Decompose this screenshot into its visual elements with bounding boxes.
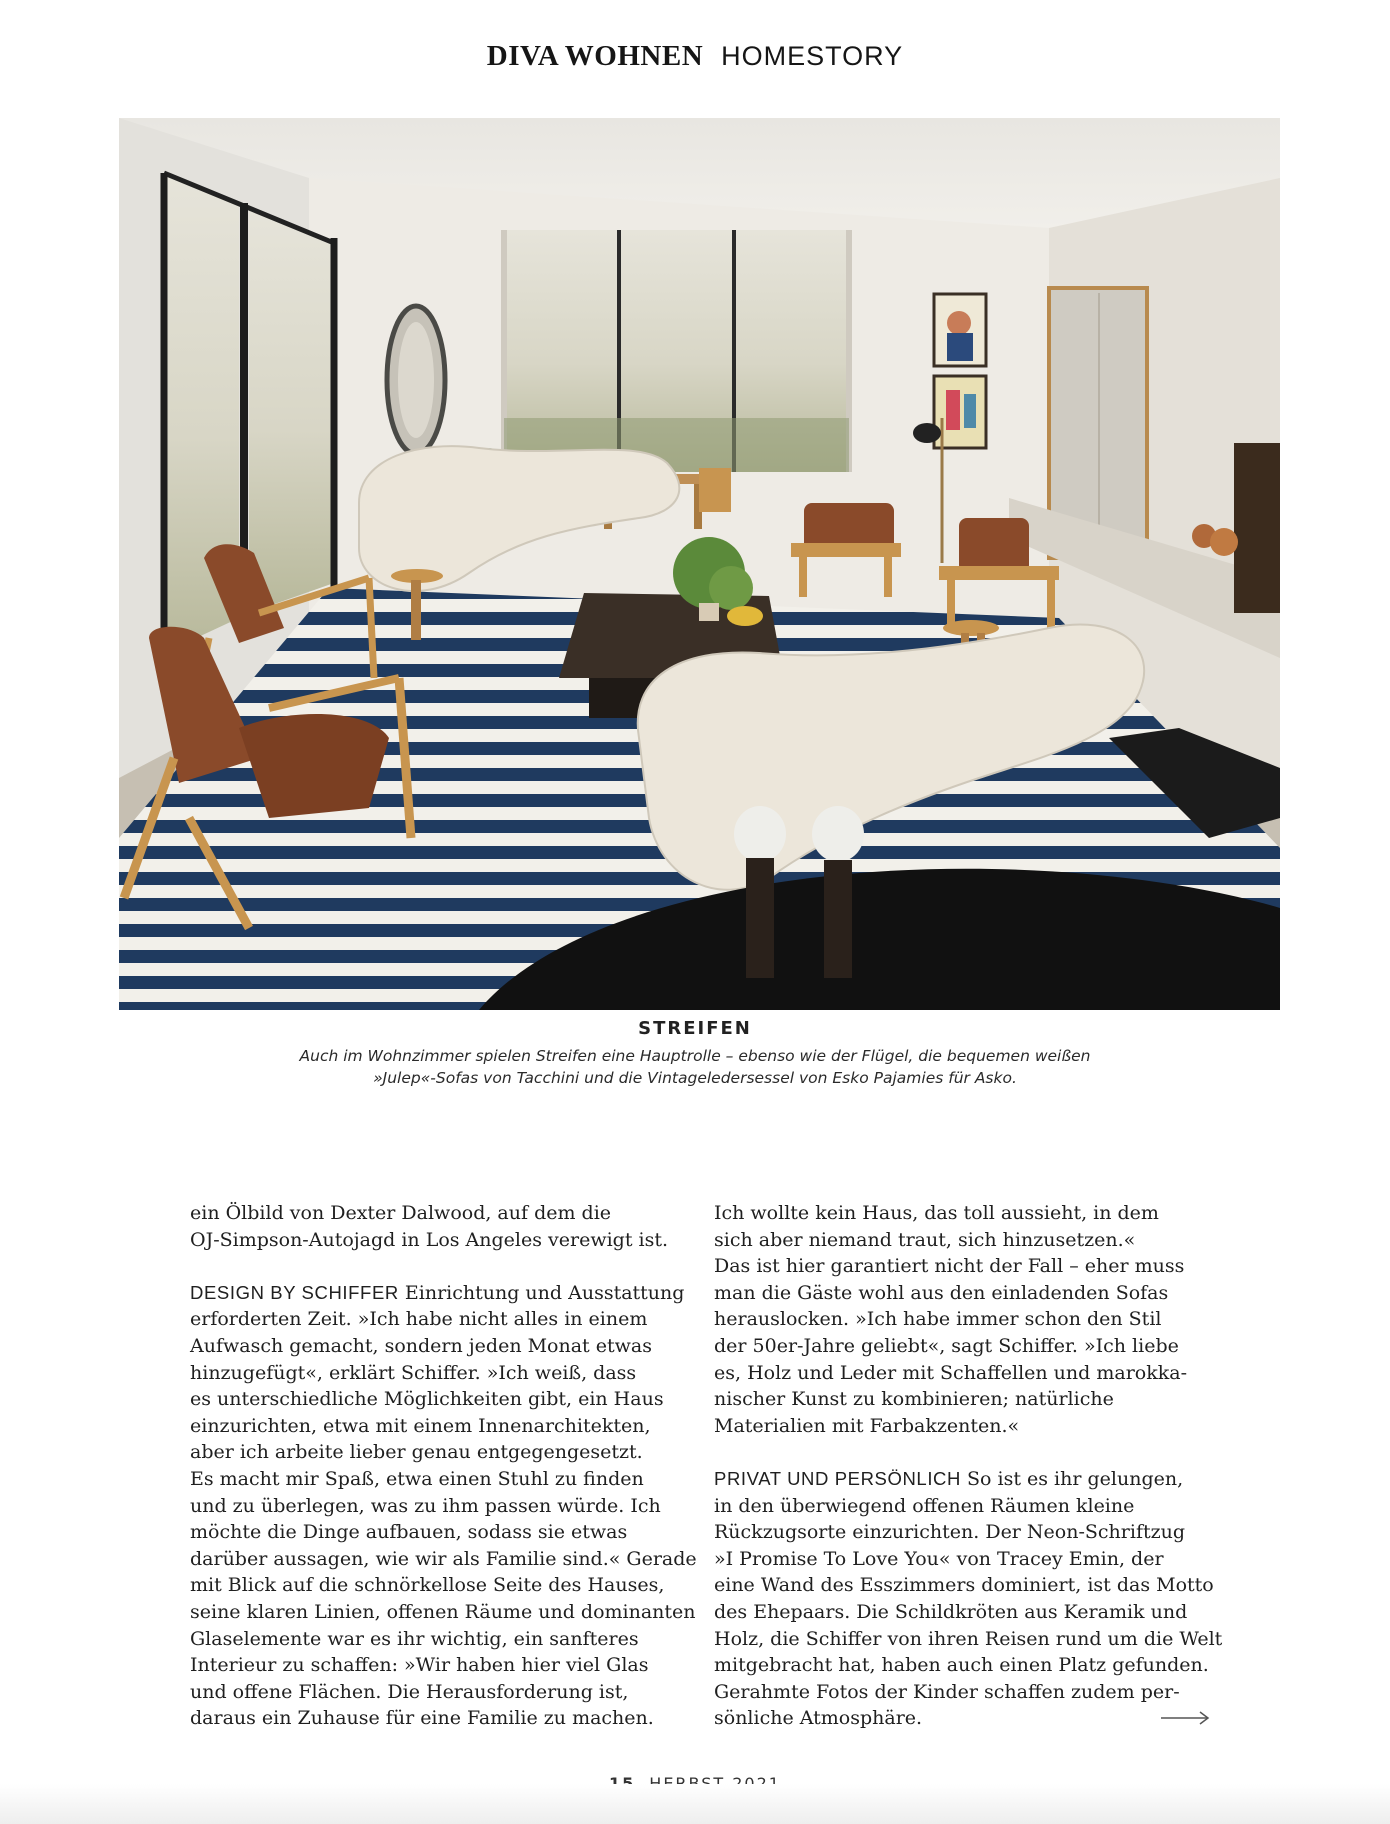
text-line: Materialien mit Farbakzenten.«: [714, 1414, 1020, 1437]
text-line: in den überwiegend offenen Räumen kleine: [714, 1494, 1135, 1517]
text-line: erforderten Zeit. »Ich habe nicht alles in einem: [190, 1308, 648, 1331]
text-line: sich aber niemand traut, sich hinzusetzen.«: [714, 1228, 1136, 1251]
text-line: ein Ölbild von Dexter Dalwood, auf dem die: [190, 1202, 612, 1224]
text-line: des Ehepaars. Die Schildkröten aus Keramik und: [714, 1600, 1188, 1623]
text-line: Ich wollte kein Haus, das toll aussieht, in dem: [714, 1202, 1159, 1224]
caption-text: [240, 1045, 1150, 1089]
text-line: und zu überlegen, was zu ihm passen würde. Ich: [190, 1494, 661, 1517]
text-line: sönliche Atmosphäre.: [714, 1707, 923, 1730]
text-line: daraus ein Zuhause für eine Familie zu machen.: [190, 1707, 654, 1730]
text-line: herauslocken. »Ich habe immer schon den Stil: [714, 1308, 1162, 1331]
text-line: Holz, die Schiffer von ihren Reisen rund um die Welt: [714, 1627, 1223, 1650]
text-line: man die Gäste wohl aus den einladenden Sofas: [714, 1281, 1169, 1304]
text-line: aber ich arbeite lieber genau entgegengesetzt.: [190, 1441, 643, 1464]
text-line: darüber aussagen, wie wir als Familie sind.« Gerade: [190, 1547, 697, 1570]
text-line: seine klaren Linien, offenen Räume und dominanten: [190, 1600, 696, 1623]
text-line: [190, 1280, 710, 1307]
section-label: HOMESTORY: [721, 41, 904, 71]
text-fragment: So ist es ihr gelungen,: [960, 1467, 1184, 1490]
section-lead-privat: PRIVAT UND PERSÖNLICH: [714, 1467, 961, 1489]
text-line: »I Promise To Love You« von Tracey Emin, der: [714, 1547, 1164, 1570]
left-column: [190, 1200, 710, 1732]
text-line: mit Blick auf die schnörkellose Seite des Hauses,: [190, 1574, 665, 1597]
text-line: es, Holz und Leder mit Schaffellen und marokka-: [714, 1361, 1187, 1384]
text-line: Rückzugsorte einzurichten. Der Neon-Schriftzug: [714, 1521, 1186, 1544]
text-line: einzurichten, etwa mit einem Innenarchitekten,: [190, 1414, 651, 1437]
text-line: [714, 1466, 1244, 1493]
text-line: nischer Kunst zu kombinieren; natürliche: [714, 1388, 1114, 1411]
living-room-photo: [119, 118, 1280, 1010]
text-line: und offene Flächen. Die Herausforderung ist,: [190, 1680, 629, 1703]
arrow-right-icon: [1160, 1710, 1210, 1726]
text-line: Aufwasch gemacht, sondern jeden Monat etwas: [190, 1334, 652, 1357]
text-line: möchte die Dinge aufbauen, sodass sie etwas: [190, 1521, 628, 1544]
right-column: [714, 1200, 1244, 1732]
text-line: OJ-Simpson-Autojagd in Los Angeles verewigt ist.: [190, 1228, 669, 1251]
text-line: es unterschiedliche Möglichkeiten gibt, ein Haus: [190, 1388, 664, 1411]
masthead: [0, 40, 1390, 73]
text-line: Glaselemente war es ihr wichtig, ein sanfteres: [190, 1627, 639, 1650]
caption-line: »Julep«-Sofas von Tacchini und die Vintageledersessel von Esko Pajamies für Asko.: [373, 1069, 1017, 1087]
section-lead-design: DESIGN BY SCHIFFER: [190, 1281, 399, 1303]
caption-title: STREIFEN: [638, 1018, 752, 1039]
text-line: mitgebracht hat, haben auch einen Platz gefunden.: [714, 1654, 1209, 1677]
text-line: eine Wand des Esszimmers dominiert, ist das Motto: [714, 1574, 1214, 1597]
text-line: Interieur zu schaffen: »Wir haben hier viel Glas: [190, 1654, 649, 1677]
living-room-illustration: [119, 118, 1280, 1010]
magazine-brand: DIVA WOHNEN: [486, 40, 704, 72]
text-line: Das ist hier garantiert nicht der Fall – eher muss: [714, 1255, 1185, 1278]
text-line: Es macht mir Spaß, etwa einen Stuhl zu finden: [190, 1467, 644, 1490]
caption-line: Auch im Wohnzimmer spielen Streifen eine Hauptrolle – ebenso wie der Flügel, die bequemen weißen: [299, 1047, 1091, 1065]
text-fragment: Einrichtung und Ausstattung: [398, 1281, 685, 1304]
text-line: der 50er-Jahre geliebt«, sagt Schiffer. »Ich liebe: [714, 1334, 1179, 1357]
text-line: Gerahmte Fotos der Kinder schaffen zudem per-: [714, 1680, 1180, 1703]
text-line: hinzugefügt«, erklärt Schiffer. »Ich weiß, dass: [190, 1361, 637, 1384]
